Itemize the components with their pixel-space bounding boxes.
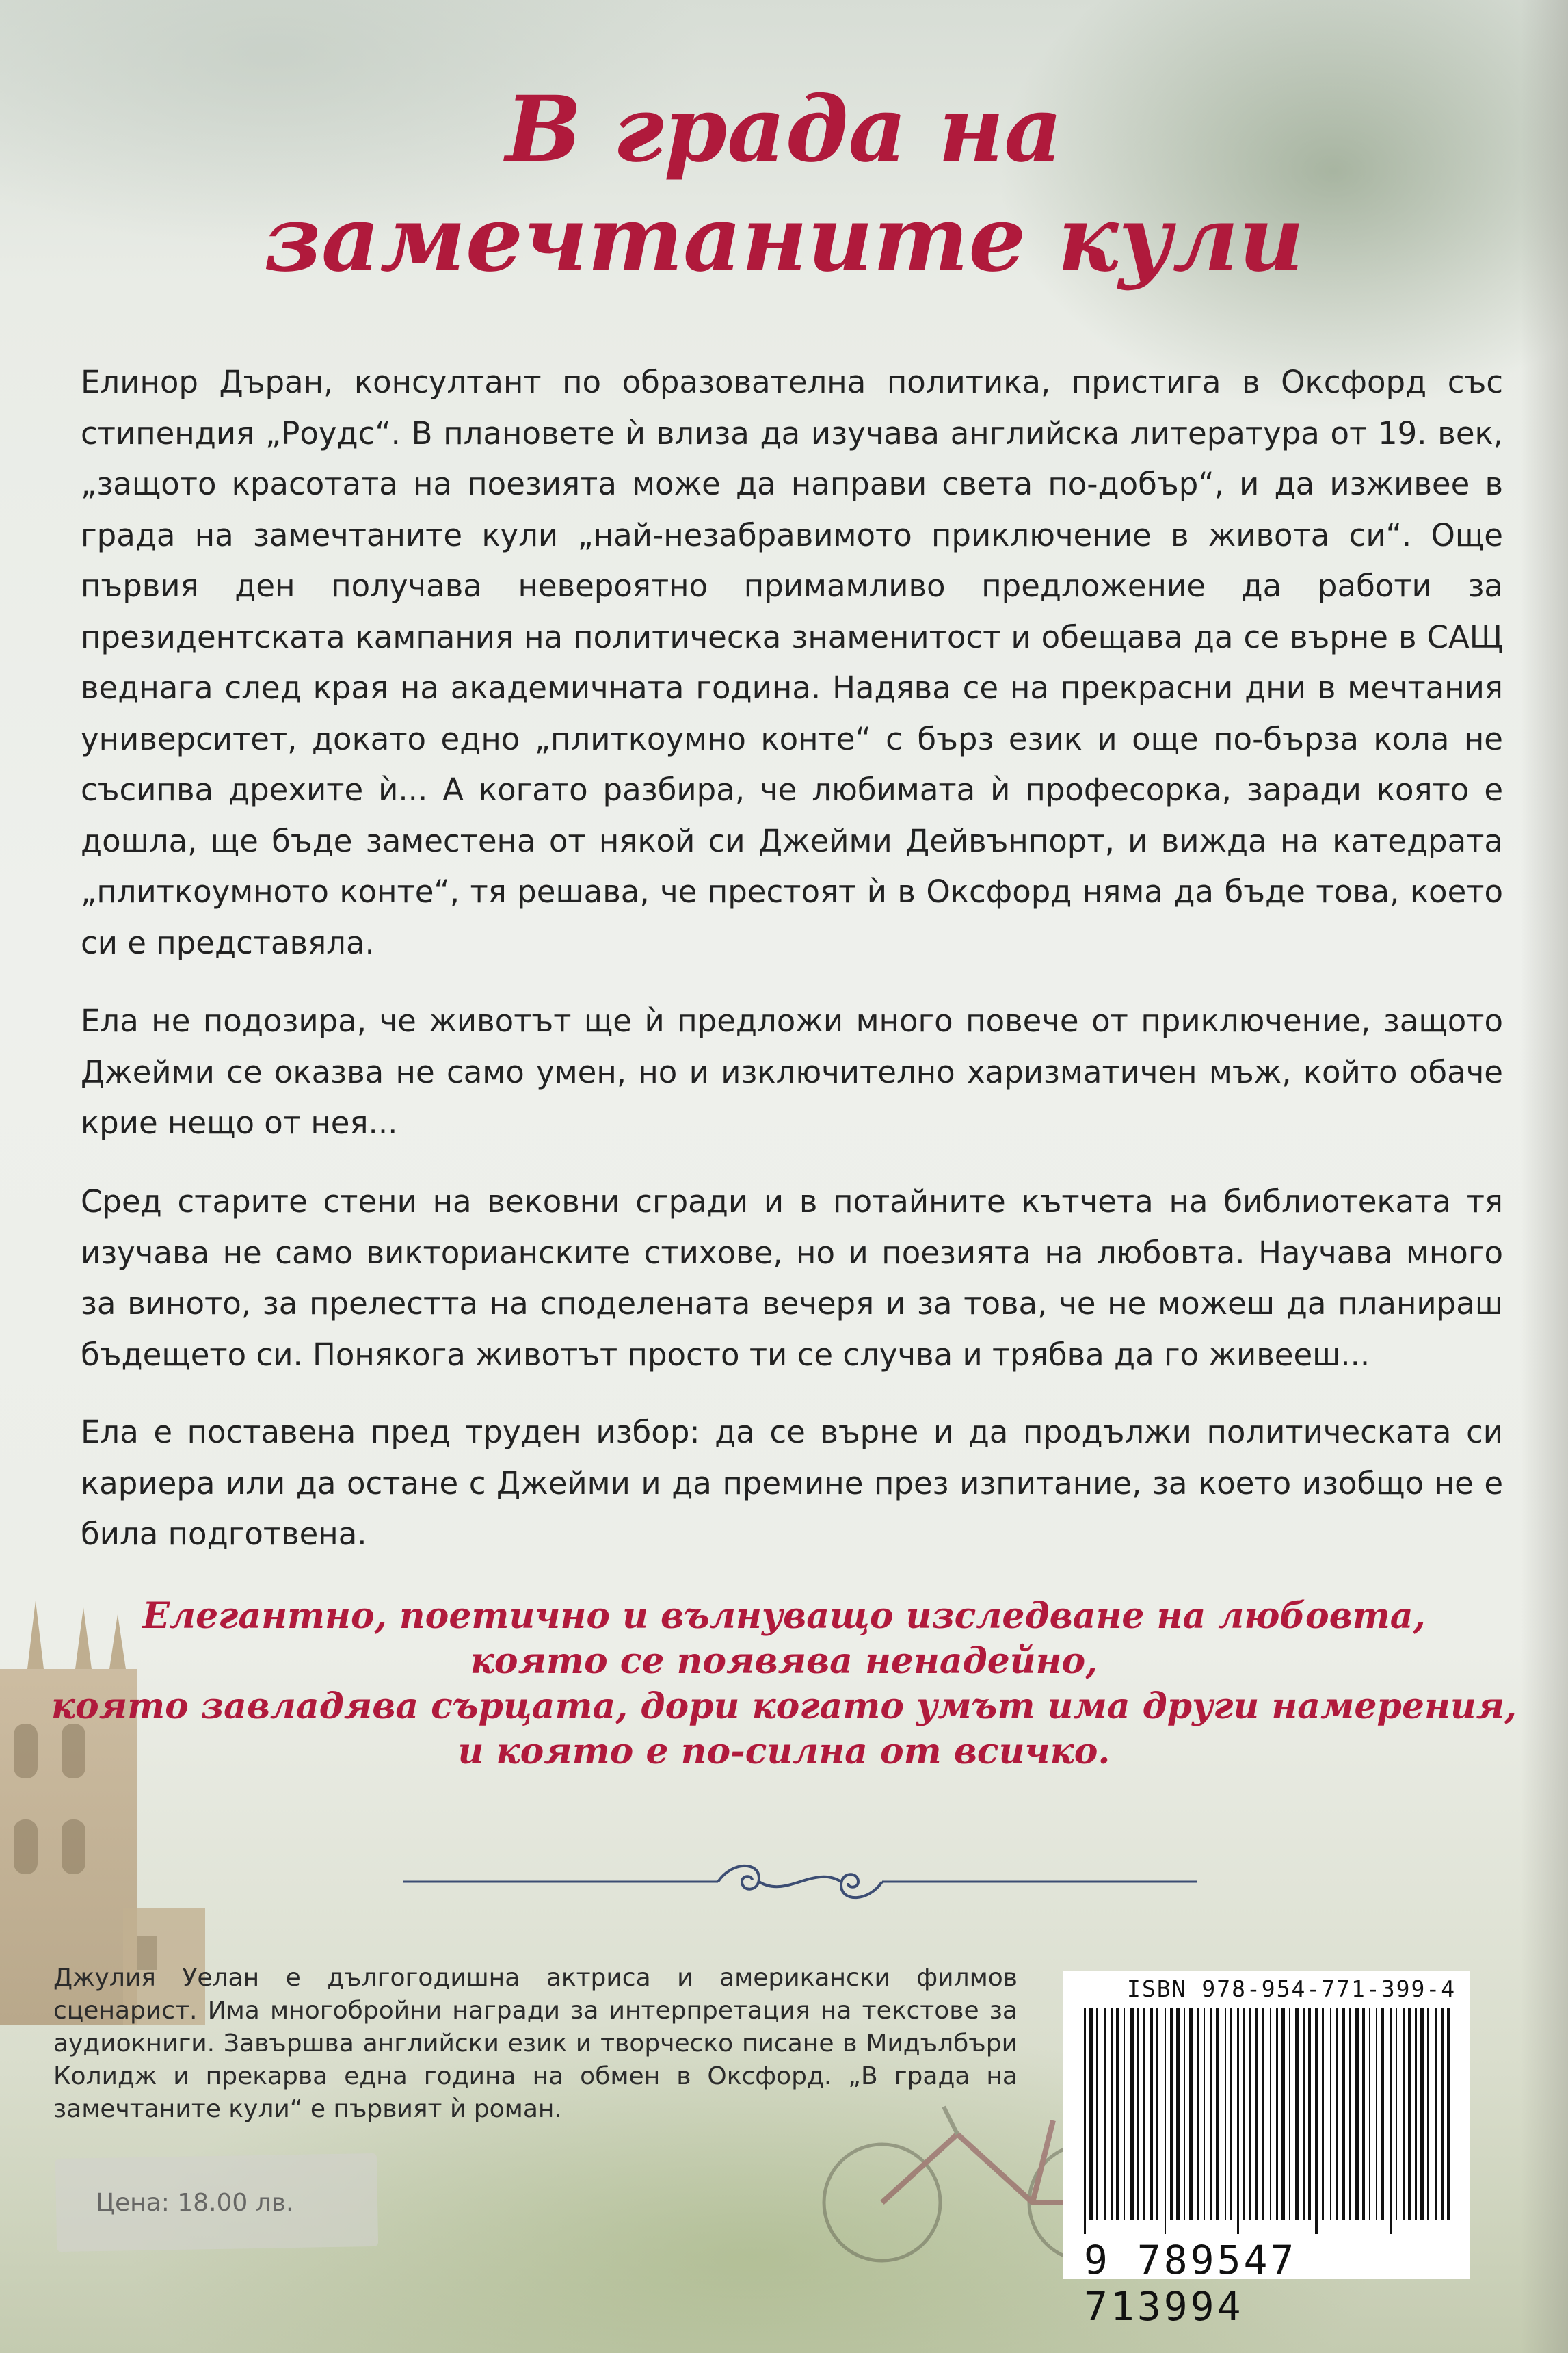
barcode-bar	[1237, 2008, 1239, 2234]
barcode-bar	[1441, 2008, 1444, 2220]
isbn-label: ISBN 978-954-771-399-4	[1127, 1975, 1457, 2002]
barcode-bar	[1230, 2008, 1232, 2220]
synopsis-paragraph-2: Ела не подозира, че животът ще ѝ предложи много повече от приключение, защото Джейми се оказва не само умен, но и изключително харизматичен мъж, който обаче крие нещо от нея...	[81, 1003, 1503, 1141]
barcode-bar	[1435, 2008, 1437, 2220]
barcode-bar	[1281, 2008, 1285, 2220]
barcode-bar	[1420, 2008, 1424, 2220]
barcode-bar	[1270, 2008, 1271, 2220]
barcode-bar	[1369, 2008, 1370, 2220]
barcode-bar	[1084, 2008, 1086, 2234]
barcode-bar	[1104, 2008, 1106, 2220]
barcode-bar	[1089, 2008, 1093, 2220]
barcode-bar	[1150, 2008, 1153, 2220]
barcode-bar	[1165, 2008, 1166, 2234]
barcode-bar	[1143, 2008, 1145, 2220]
barcode-bar	[1170, 2008, 1173, 2220]
barcode-bar	[1295, 2008, 1299, 2220]
barcode-bar	[1396, 2008, 1397, 2220]
barcode-bar	[1336, 2008, 1338, 2220]
barcode-bar	[1330, 2008, 1331, 2220]
barcode-bar	[1116, 2008, 1119, 2220]
price-label: Цена: 18.00 лв.	[96, 2189, 294, 2217]
barcode-bar	[1176, 2008, 1180, 2220]
barcode-bar	[1447, 2008, 1450, 2220]
barcode-bar	[1111, 2008, 1113, 2220]
tagline-line-1: Елегантно, поетично и вълнуващо изследване на любовта,	[142, 1595, 1426, 1637]
barcode-bar	[1124, 2008, 1125, 2220]
barcode-bar	[1390, 2008, 1392, 2234]
barcode-bar	[1204, 2008, 1205, 2220]
barcode-bar	[1303, 2008, 1305, 2220]
barcode-bar	[1342, 2008, 1345, 2220]
tagline-line-4: и която е по-силна от всичко.	[457, 1731, 1111, 1772]
author-bio: Джулия Уелан е дългогодишна актриса и американски филмов сценарист. Има многобройни награди за интерпретация на текстове за аудиокниги. Завършва английски език и творческо писане в Мидълбъри Колидж и прекарва една година на обмен в Оксфорд. „В града на замечтаните кули“ е първият ѝ роман.	[53, 1964, 1018, 2123]
tagline-line-2: която се появява ненадейно,	[470, 1640, 1098, 1682]
tagline-line-3: която завладява сърцата, дори когато умът има други намерения,	[51, 1685, 1517, 1727]
barcode-icon	[1077, 2008, 1457, 2234]
synopsis-paragraph-1: Елинор Дъран, консултант по образователна политика, пристига в Оксфорд със стипендия „Роудс“. В плановете ѝ влиза да изучава английска литература от 19. век, „защото красотата на поезията може да направи света по-добър“, и да изживее в града на замечтаните кули „най-незабравимото приключение в живота си“. Още първия ден получава невероятно примамливо предложение да работи за президентската кампания на политическа знаменитост и обещава да се върне в САЩ веднага след края на академичната година. Надява се на прекрасни дни в мечтания университет, докато едно „плиткоумно конте“ с бърз език и още по-бърза кола не съсипва дрехите ѝ... А когато разбира, че любимата ѝ професорка, заради която е дошла, ще бъде заместена от някой си Джейми Дейвънпорт, и вижда на катедрата „плиткоумното конте“, тя решава, че престоят ѝ в Оксфорд няма да бъде това, което си е представяла.	[81, 364, 1503, 961]
book-title-line-1: В града на	[505, 77, 1063, 183]
spine-shadow	[1520, 0, 1568, 2353]
synopsis-paragraph-4: Ела е поставена пред труден избор: да се върне и да продължи политическата си кариера или да остане с Джейми и да премине през изпитание, за което изобщо не е била подготвена.	[81, 1414, 1503, 1552]
barcode-bar	[1096, 2008, 1098, 2220]
barcode-bar	[1415, 2008, 1417, 2220]
scroll-ornament-icon	[403, 1858, 1197, 1906]
book-title-line-2: замечтаните кули	[263, 186, 1305, 292]
barcode-bar	[1381, 2008, 1384, 2220]
barcode-bar	[1322, 2008, 1324, 2220]
barcode-bar	[1349, 2008, 1351, 2220]
barcode-bar	[1376, 2008, 1377, 2220]
barcode-bar	[1216, 2008, 1219, 2220]
barcode-bar	[1243, 2008, 1245, 2220]
barcode-bar	[1249, 2008, 1251, 2220]
barcode-bar	[1408, 2008, 1411, 2220]
barcode-bar	[1308, 2008, 1311, 2220]
barcode-bar	[1403, 2008, 1405, 2220]
barcode-bar	[1255, 2008, 1258, 2220]
barcode-bar	[1225, 2008, 1226, 2220]
barcode-bar	[1197, 2008, 1199, 2220]
barcode-bar	[1137, 2008, 1139, 2220]
isbn-digits: 9 789547 713994	[1084, 2237, 1297, 2330]
barcode-bar	[1315, 2008, 1318, 2234]
synopsis-paragraph-3: Сред старите стени на вековни сгради и в потайните кътчета на библиотеката тя изучава не само викторианските стихове, но и поезията на любовта. Научава много за виното, за прелестта на споделената вечеря и за това, че не можеш да планираш бъдещето си. Понякога животът просто ти се случва и трябва да го живееш...	[81, 1183, 1503, 1373]
barcode-bar	[1262, 2008, 1264, 2220]
barcode-bar	[1130, 2008, 1134, 2220]
barcode-bar	[1276, 2008, 1278, 2220]
barcode-bar	[1289, 2008, 1290, 2220]
barcode-bar	[1427, 2008, 1429, 2220]
barcode-bar	[1189, 2008, 1193, 2220]
barcode-bar	[1362, 2008, 1365, 2220]
barcode-bar	[1156, 2008, 1158, 2220]
barcode-bar	[1355, 2008, 1359, 2220]
barcode-bar	[1210, 2008, 1212, 2220]
barcode-bar	[1184, 2008, 1185, 2220]
